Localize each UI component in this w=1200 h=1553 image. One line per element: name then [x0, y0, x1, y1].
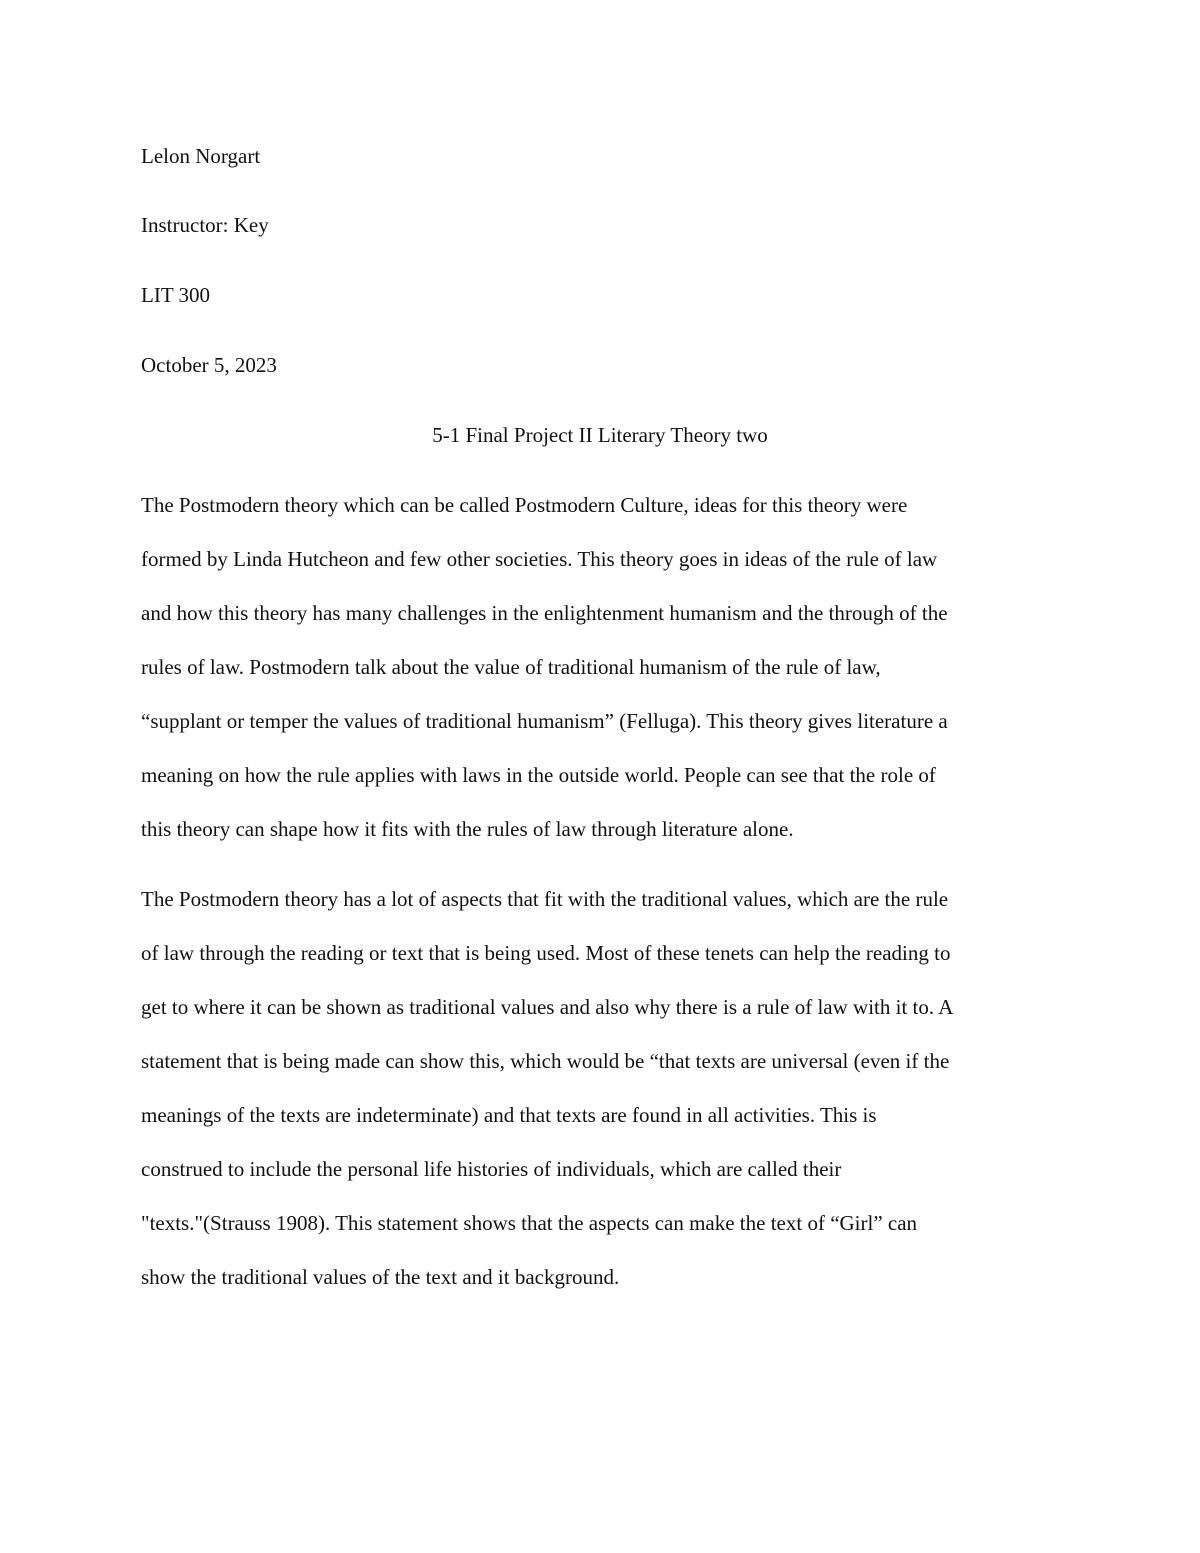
paragraph-line: "texts."(Strauss 1908). This statement shows that the aspects can make the text of “Girl” can: [141, 1211, 918, 1235]
paragraph-line: show the traditional values of the text and it background.: [141, 1265, 620, 1289]
paragraph-line: this theory can shape how it fits with the rules of law through literature alone.: [141, 817, 794, 841]
paragraph-line: construed to include the personal life histories of individuals, which are called their: [141, 1157, 842, 1181]
student-name: Lelon Norgart: [141, 144, 261, 168]
course-line: LIT 300: [141, 283, 211, 307]
instructor-line: Instructor: Key: [141, 213, 269, 237]
paragraph-line: The Postmodern theory has a lot of aspects that fit with the traditional values, which are the rule: [141, 887, 949, 911]
date-line: October 5, 2023: [141, 353, 277, 377]
paragraph-line: “supplant or temper the values of traditional humanism” (Felluga). This theory gives literature a: [141, 709, 948, 733]
paragraph-line: The Postmodern theory which can be called Postmodern Culture, ideas for this theory were: [141, 493, 908, 517]
paragraph-line: of law through the reading or text that is being used. Most of these tenets can help the reading to: [141, 941, 951, 965]
paragraph-line: rules of law. Postmodern talk about the value of traditional humanism of the rule of law,: [141, 655, 881, 679]
paragraph-line: get to where it can be shown as traditional values and also why there is a rule of law with it to. A: [141, 995, 954, 1019]
paragraph-line: and how this theory has many challenges in the enlightenment humanism and the through of the: [141, 601, 948, 625]
paragraph-line: meanings of the texts are indeterminate) and that texts are found in all activities. This is: [141, 1103, 877, 1127]
paragraph-line: formed by Linda Hutcheon and few other societies. This theory goes in ideas of the rule of law: [141, 547, 938, 571]
paragraph-line: meaning on how the rule applies with laws in the outside world. People can see that the role of: [141, 763, 936, 787]
paragraph-line: statement that is being made can show this, which would be “that texts are universal (even if the: [141, 1049, 950, 1073]
document-title: 5-1 Final Project II Literary Theory two: [432, 423, 768, 447]
